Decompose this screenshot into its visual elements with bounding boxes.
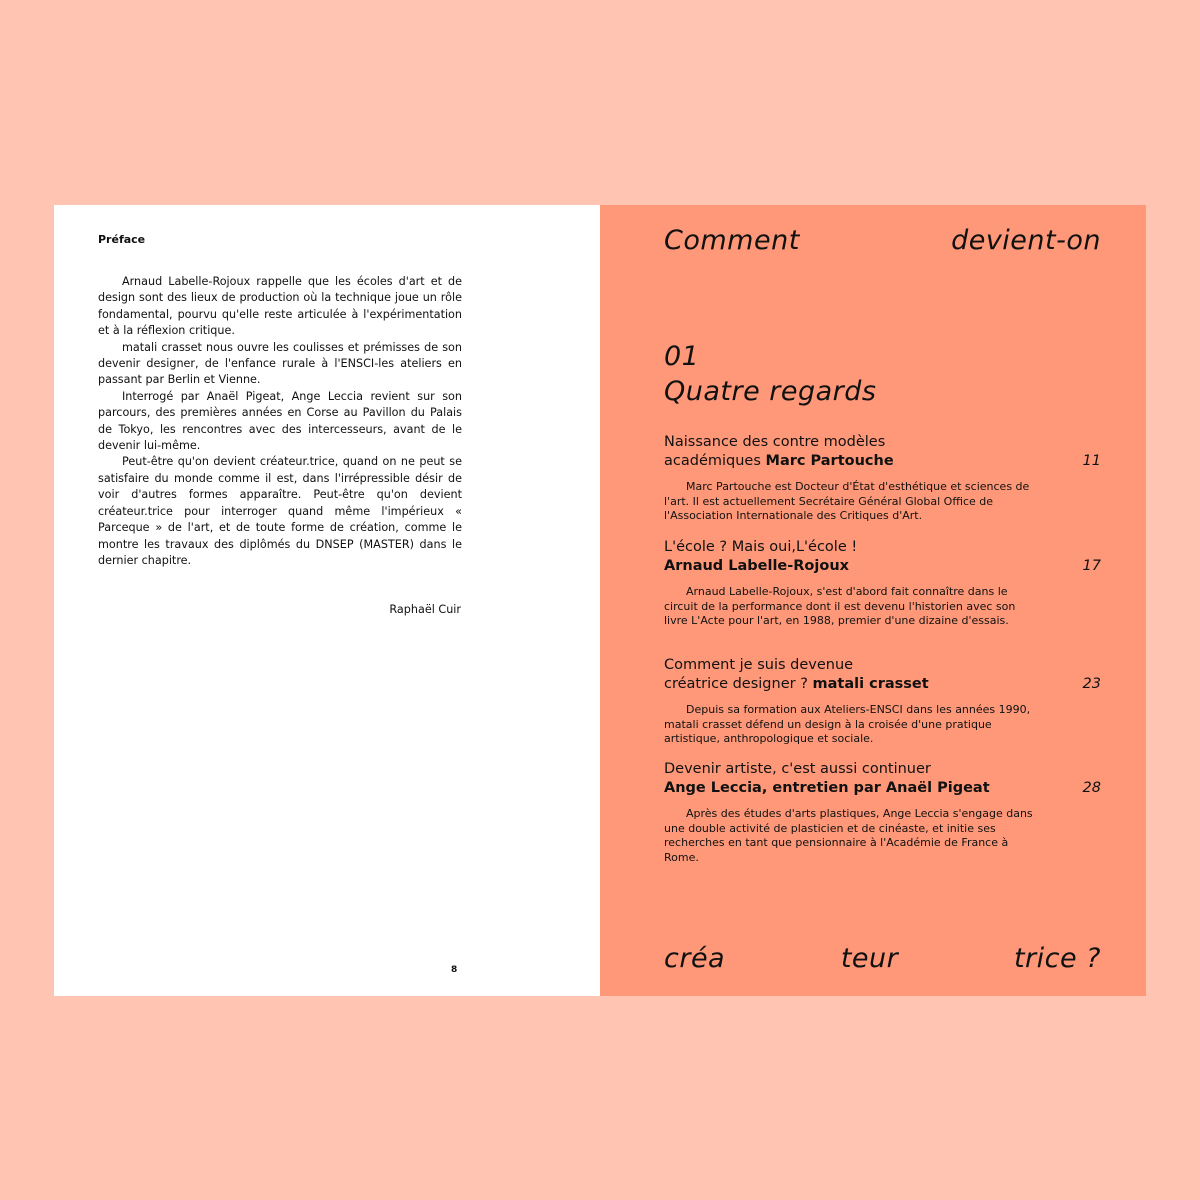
toc-entry-title-line: Naissance des contre modèles <box>664 434 886 450</box>
preface-label: Préface <box>98 233 146 246</box>
toc-entry-title-line: créatrice designer ? <box>664 676 808 692</box>
section-number: 01 <box>664 341 700 372</box>
toc-entry-title <box>664 433 1101 471</box>
toc-entry <box>664 760 1101 865</box>
toc-entry-title <box>664 760 1101 798</box>
bottom-title-word: créa <box>664 943 726 974</box>
top-title-word: Comment <box>664 225 800 256</box>
toc-entry-author: Marc Partouche <box>765 453 894 469</box>
toc-entry-description: Marc Partouche est Docteur d'État d'esthétique et sciences de l'art. Il est actuellement Secrétaire Général Global Office de l'Association Internationale des Critiques d'Art. <box>664 480 1030 523</box>
preface-paragraph: Interrogé par Anaël Pigeat, Ange Leccia revient sur son parcours, des premières années en Corse au Pavillon du Palais de Tokyo, les rencontres avec des intercesseurs, avant de le devenir lui-même. <box>98 389 462 453</box>
toc-entry-title-line: L'école ? Mais oui,L'école ! <box>664 539 858 555</box>
toc-entry-title <box>664 656 1101 694</box>
toc-entry-page: 11 <box>1082 453 1101 469</box>
toc-entry-title-line: Devenir artiste, c'est aussi continuer <box>664 761 931 777</box>
toc-entry <box>664 433 1101 524</box>
bottom-title-word: teur <box>840 943 899 974</box>
toc-entry-title-line: académiques <box>664 453 761 469</box>
preface-paragraph: Peut-être qu'on devient créateur.trice, quand on ne peut se satisfaire du monde comme il est, dans l'irrépressible désir de voir d'autres formes apparaître. Peut-être qu'on devient créateur.trice pour interroger quand même l'impérieux « Parceque » de l'art, et de toute forme de création, comme le montre les travaux des diplômés du DNSEP (MASTER) dans le dernier chapitre. <box>98 455 462 567</box>
bottom-title-word: trice ? <box>1013 943 1101 974</box>
preface-paragraph: matali crasset nous ouvre les coulisses et prémisses de son devenir designer, de l'enfance rurale à l'ENSCI-les ateliers en passant par Berlin et Vienne. <box>98 340 462 387</box>
toc-entry-author: matali crasset <box>812 676 929 692</box>
toc-entry <box>664 538 1101 629</box>
preface-signature: Raphaël Cuir <box>389 603 461 616</box>
toc-entry-description: Depuis sa formation aux Ateliers-ENSCI dans les années 1990, matali crasset défend un design à la croisée d'une pratique artistique, anthropologique et sociale. <box>664 703 1031 746</box>
toc-entry-description: Après des études d'arts plastiques, Ange Leccia s'engage dans une double activité de plasticien et de cinéaste, et initie ses recherches en tant que pensionnaire à l'Académie de France à Rome. <box>664 807 1033 864</box>
toc-entry <box>664 656 1101 747</box>
preface-paragraph: Arnaud Labelle-Rojoux rappelle que les écoles d'art et de design sont des lieux de production où la technique joue un rôle fondamental, pourvu qu'elle reste articulée à l'expérimentation et à la réflexion critique. <box>98 275 462 338</box>
toc-entry-page: 28 <box>1082 780 1101 796</box>
toc-entry-author: Ange Leccia, entretien par Anaël Pigeat <box>664 780 990 796</box>
page-number: 8 <box>451 965 458 975</box>
toc-entry-author: Arnaud Labelle-Rojoux <box>664 558 849 574</box>
toc-entry-page: 23 <box>1082 676 1101 692</box>
toc-entry-title-line: Comment je suis devenue <box>664 657 854 673</box>
toc-entry-description: Arnaud Labelle-Rojoux, s'est d'abord fait connaître dans le circuit de la performance dont il est devenu l'historien avec son livre L'Acte pour l'art, en 1988, premier d'une dizaine d'essais. <box>664 585 1016 628</box>
right-page <box>600 205 1146 996</box>
left-page <box>54 205 600 996</box>
top-title-word: devient-on <box>951 225 1101 256</box>
bottom-title <box>664 943 1101 974</box>
top-title <box>664 225 1101 256</box>
toc-entry-title <box>664 538 1101 576</box>
section-title: Quatre regards <box>664 376 877 407</box>
toc-entry-page: 17 <box>1082 558 1101 574</box>
preface-body <box>98 274 462 569</box>
book-spread <box>54 205 1146 996</box>
